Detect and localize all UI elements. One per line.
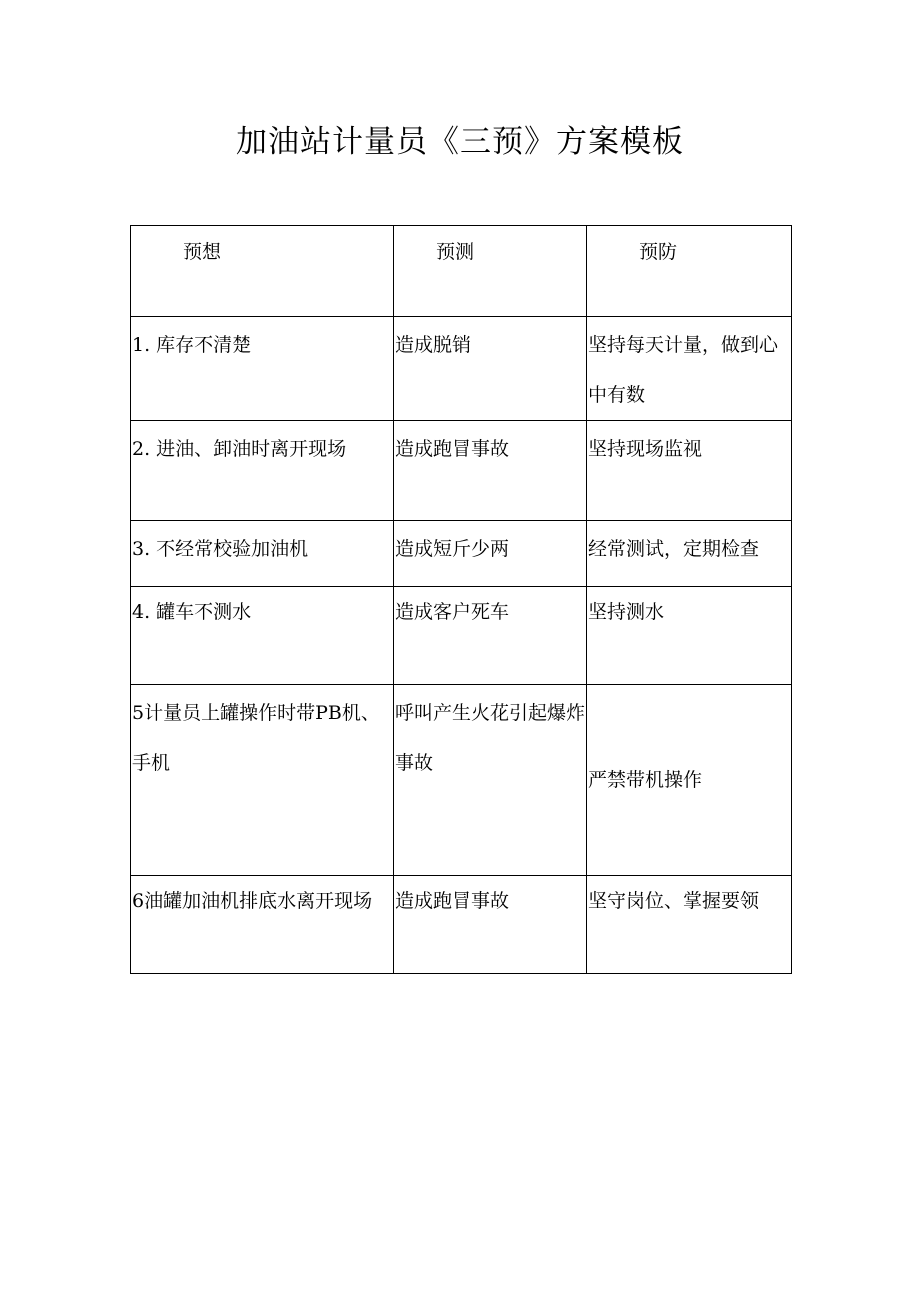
cell-prevent: 坚持测水 [587, 587, 792, 685]
cell-anticipate: 2. 进油、卸油时离开现场 [131, 421, 394, 521]
cell-prevent: 坚持每天计量，做到心中有数 [587, 317, 792, 421]
header-predict: 预测 [394, 226, 587, 317]
table-row [131, 685, 792, 876]
table-header-row [131, 226, 792, 317]
table-row [131, 421, 792, 521]
cell-anticipate: 1. 库存不清楚 [131, 317, 394, 421]
header-anticipate: 预想 [131, 226, 394, 317]
table-row [131, 521, 792, 587]
cell-predict: 造成跑冒事故 [394, 421, 587, 521]
cell-anticipate: 3. 不经常校验加油机 [131, 521, 394, 587]
cell-prevent: 严禁带机操作 [587, 685, 792, 876]
cell-anticipate: 5计量员上罐操作时带PB机、手机 [131, 685, 394, 876]
cell-anticipate: 4. 罐车不测水 [131, 587, 394, 685]
cell-predict: 造成短斤少两 [394, 521, 587, 587]
cell-predict: 造成跑冒事故 [394, 876, 587, 974]
document-title: 加油站计量员《三预》方案模板 [236, 124, 684, 160]
cell-predict: 造成脱销 [394, 317, 587, 421]
cell-predict: 造成客户死车 [394, 587, 587, 685]
header-prevent: 预防 [587, 226, 792, 317]
cell-predict: 呼叫产生火花引起爆炸事故 [394, 685, 587, 876]
cell-anticipate: 6油罐加油机排底水离开现场 [131, 876, 394, 974]
cell-prevent: 坚守岗位、掌握要领 [587, 876, 792, 974]
table-row [131, 587, 792, 685]
table-row [131, 317, 792, 421]
table-row [131, 876, 792, 974]
cell-prevent: 坚持现场监视 [587, 421, 792, 521]
cell-prevent: 经常测试，定期检查 [587, 521, 792, 587]
three-pre-plan-table [130, 225, 792, 974]
